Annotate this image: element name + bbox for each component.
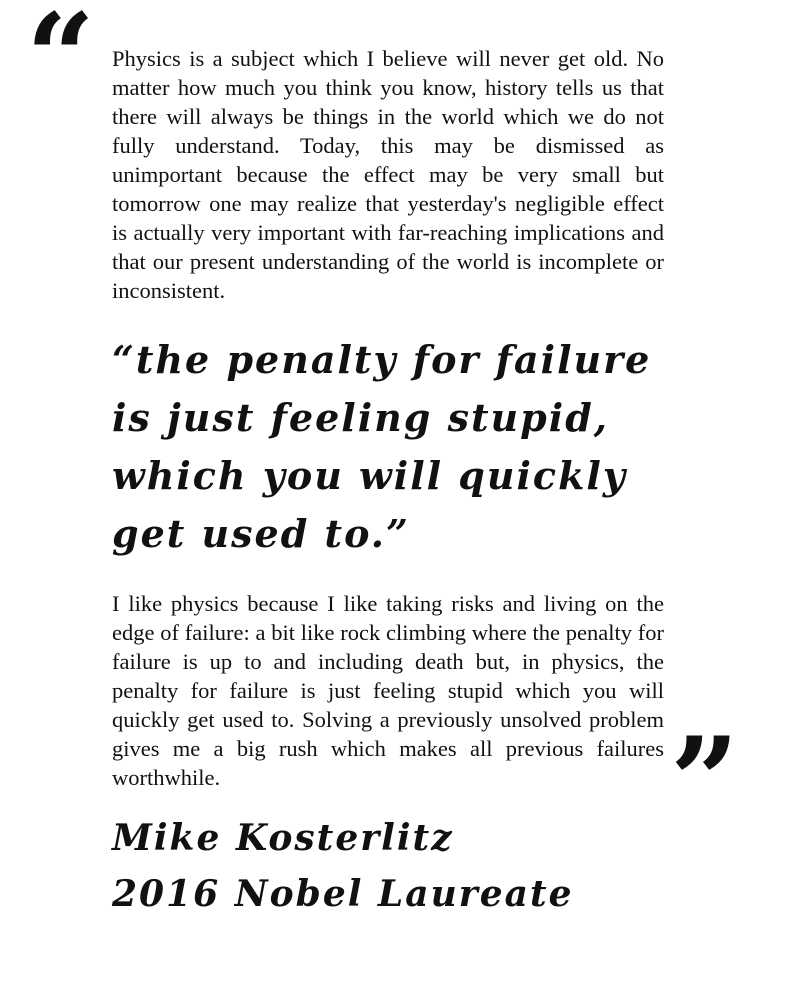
body-paragraph: I like physics because I like taking risks and living on the edge of failure: a bit like rock climbing where the penalty for failure is up to and including death but, in physics, the penalty for failure is just feeling stupid which you will quickly get used to. Solving a previously unsolved problem gives me a big rush which makes all previous failures worthwhile. bbox=[112, 591, 664, 790]
open-quote-mark: “ bbox=[26, 0, 96, 128]
quote-content bbox=[112, 44, 664, 922]
pull-quote: “the penalty for failure is just feeling stupid, which you will quickly get used to.” bbox=[112, 337, 652, 556]
author-name: Mike Kosterlitz bbox=[112, 817, 454, 859]
author-title: 2016 Nobel Laureate bbox=[112, 873, 574, 915]
attribution bbox=[112, 810, 664, 922]
intro-paragraph: Physics is a subject which I believe will never get old. No matter how much you think you know, history tells us that there will always be things in the world which we do not fully understand. Today, this may be dismissed as unimportant because the effect may be very small but tomorrow one may realize that yesterday's negligible effect is actually very important with far-reaching implications and that our present understanding of the world is incomplete or inconsistent. bbox=[112, 46, 664, 303]
close-quote-mark: ” bbox=[670, 711, 740, 852]
